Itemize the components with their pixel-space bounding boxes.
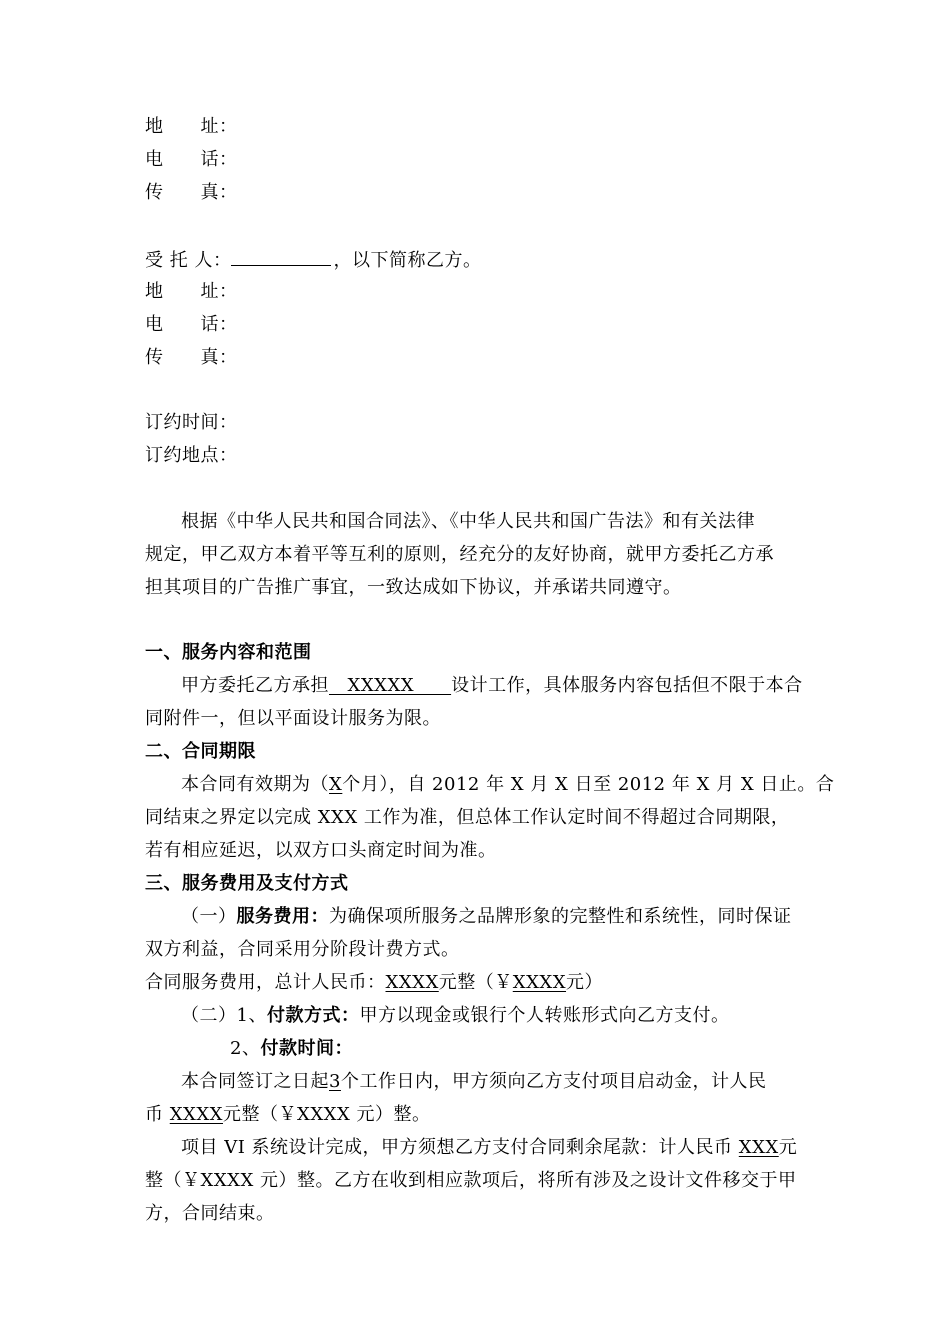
party-a-fax (145, 177, 805, 209)
text: （二）1、 (181, 1005, 267, 1026)
party-b-address (145, 276, 805, 308)
label: 受 托 人： (145, 250, 232, 271)
label: 订约时间： (145, 412, 238, 433)
underlined-value: XXXX (512, 972, 567, 993)
label: 传 真： (145, 347, 238, 368)
label: 电 话： (145, 314, 238, 335)
payment-line: 方，合同结束。 (145, 1203, 275, 1224)
signing-place (145, 440, 805, 472)
party-a-phone (145, 144, 805, 176)
underlined-value: XXX (738, 1137, 779, 1158)
text: 合同服务费用，总计人民币： (145, 972, 386, 993)
text: 甲方以现金或银行个人转账形式向乙方支付。 (359, 1005, 730, 1026)
underlined-value: XXXX (385, 972, 439, 993)
text: 为确保项所服务之品牌形象的完整性和系统性，同时保证 (329, 906, 792, 927)
text: 币 (145, 1104, 170, 1125)
label: 传 真： (145, 182, 238, 203)
section-2-title: 二、合同期限 (145, 741, 256, 762)
bold-label: 付款方式： (266, 1005, 360, 1026)
text: 甲方委托乙方承担 (181, 675, 329, 696)
party-a-address (145, 111, 805, 143)
section-2-line: 同结束之界定以完成 XXX 工作为准，但总体工作认定时间不得超过合同期限， (145, 807, 790, 828)
party-b-trustee (145, 243, 805, 277)
fee-line: 双方利益，合同采用分阶段计费方式。 (145, 939, 460, 960)
text: 元整（￥XXXX 元）整。 (223, 1104, 431, 1125)
party-b-phone (145, 309, 805, 341)
text: （一） (181, 906, 237, 927)
fee-line (181, 901, 805, 933)
text: 设计工作，具体服务内容包括但不限于本合 (451, 675, 803, 696)
section-2-line (181, 769, 835, 801)
trustee-blank (231, 243, 331, 266)
payment-line (181, 1066, 805, 1098)
preamble-line: 担其项目的广告推广事宜，一致达成如下协议，并承诺共同遵守。 (145, 577, 682, 598)
suffix: ，以下简称乙方。 (333, 250, 482, 271)
payment-line (145, 1099, 805, 1131)
payment-method-line (181, 1000, 805, 1032)
payment-time-line (230, 1033, 890, 1065)
section-3-title: 三、服务费用及支付方式 (145, 873, 349, 894)
text: 本合同有效期为（ (181, 774, 329, 795)
text: 元） (566, 972, 604, 993)
text: 个工作日内，甲方须向乙方支付项目启动金，计人民 (340, 1071, 767, 1092)
underlined-value: X (329, 774, 343, 795)
bold-label: 付款时间： (260, 1038, 353, 1059)
total-fee-line (145, 967, 805, 999)
text: 元整（￥ (438, 972, 513, 993)
underlined-value: 3 (329, 1071, 341, 1092)
signing-time (145, 407, 805, 439)
party-b-fax (145, 342, 805, 374)
section-2-line: 若有相应延迟，以双方口头商定时间为准。 (145, 840, 497, 861)
section-1-line (181, 670, 805, 702)
text: 本合同签订之日起 (181, 1071, 329, 1092)
preamble-line: 规定，甲乙双方本着平等互利的原则，经充分的友好协商，就甲方委托乙方承 (145, 544, 774, 565)
label: 订约地点： (145, 445, 238, 466)
bold-label: 服务费用： (236, 906, 329, 927)
underlined-value: XXXX (169, 1104, 223, 1125)
underlined-value: XXXXX (329, 675, 452, 696)
section-1-line: 同附件一，但以平面设计服务为限。 (145, 708, 441, 729)
preamble-line: 根据《中华人民共和国合同法》、《中华人民共和国广告法》和有关法律 (181, 511, 755, 532)
label: 地 址： (145, 281, 238, 302)
text: 2、 (230, 1038, 261, 1059)
payment-line (181, 1132, 805, 1164)
label: 电 话： (145, 149, 238, 170)
section-1-title: 一、服务内容和范围 (145, 642, 312, 663)
text: 项目 VI 系统设计完成，甲方须想乙方支付合同剩余尾款：计人民币 (181, 1137, 739, 1158)
text: 个月），自 2012 年 X 月 X 日至 2012 年 X 月 X 日止。合 (342, 774, 835, 795)
label: 地 址： (145, 116, 238, 137)
text: 元 (778, 1137, 798, 1158)
payment-line: 整（￥XXXX 元）整。乙方在收到相应款项后，将所有涉及之设计文件移交于甲 (145, 1170, 797, 1191)
